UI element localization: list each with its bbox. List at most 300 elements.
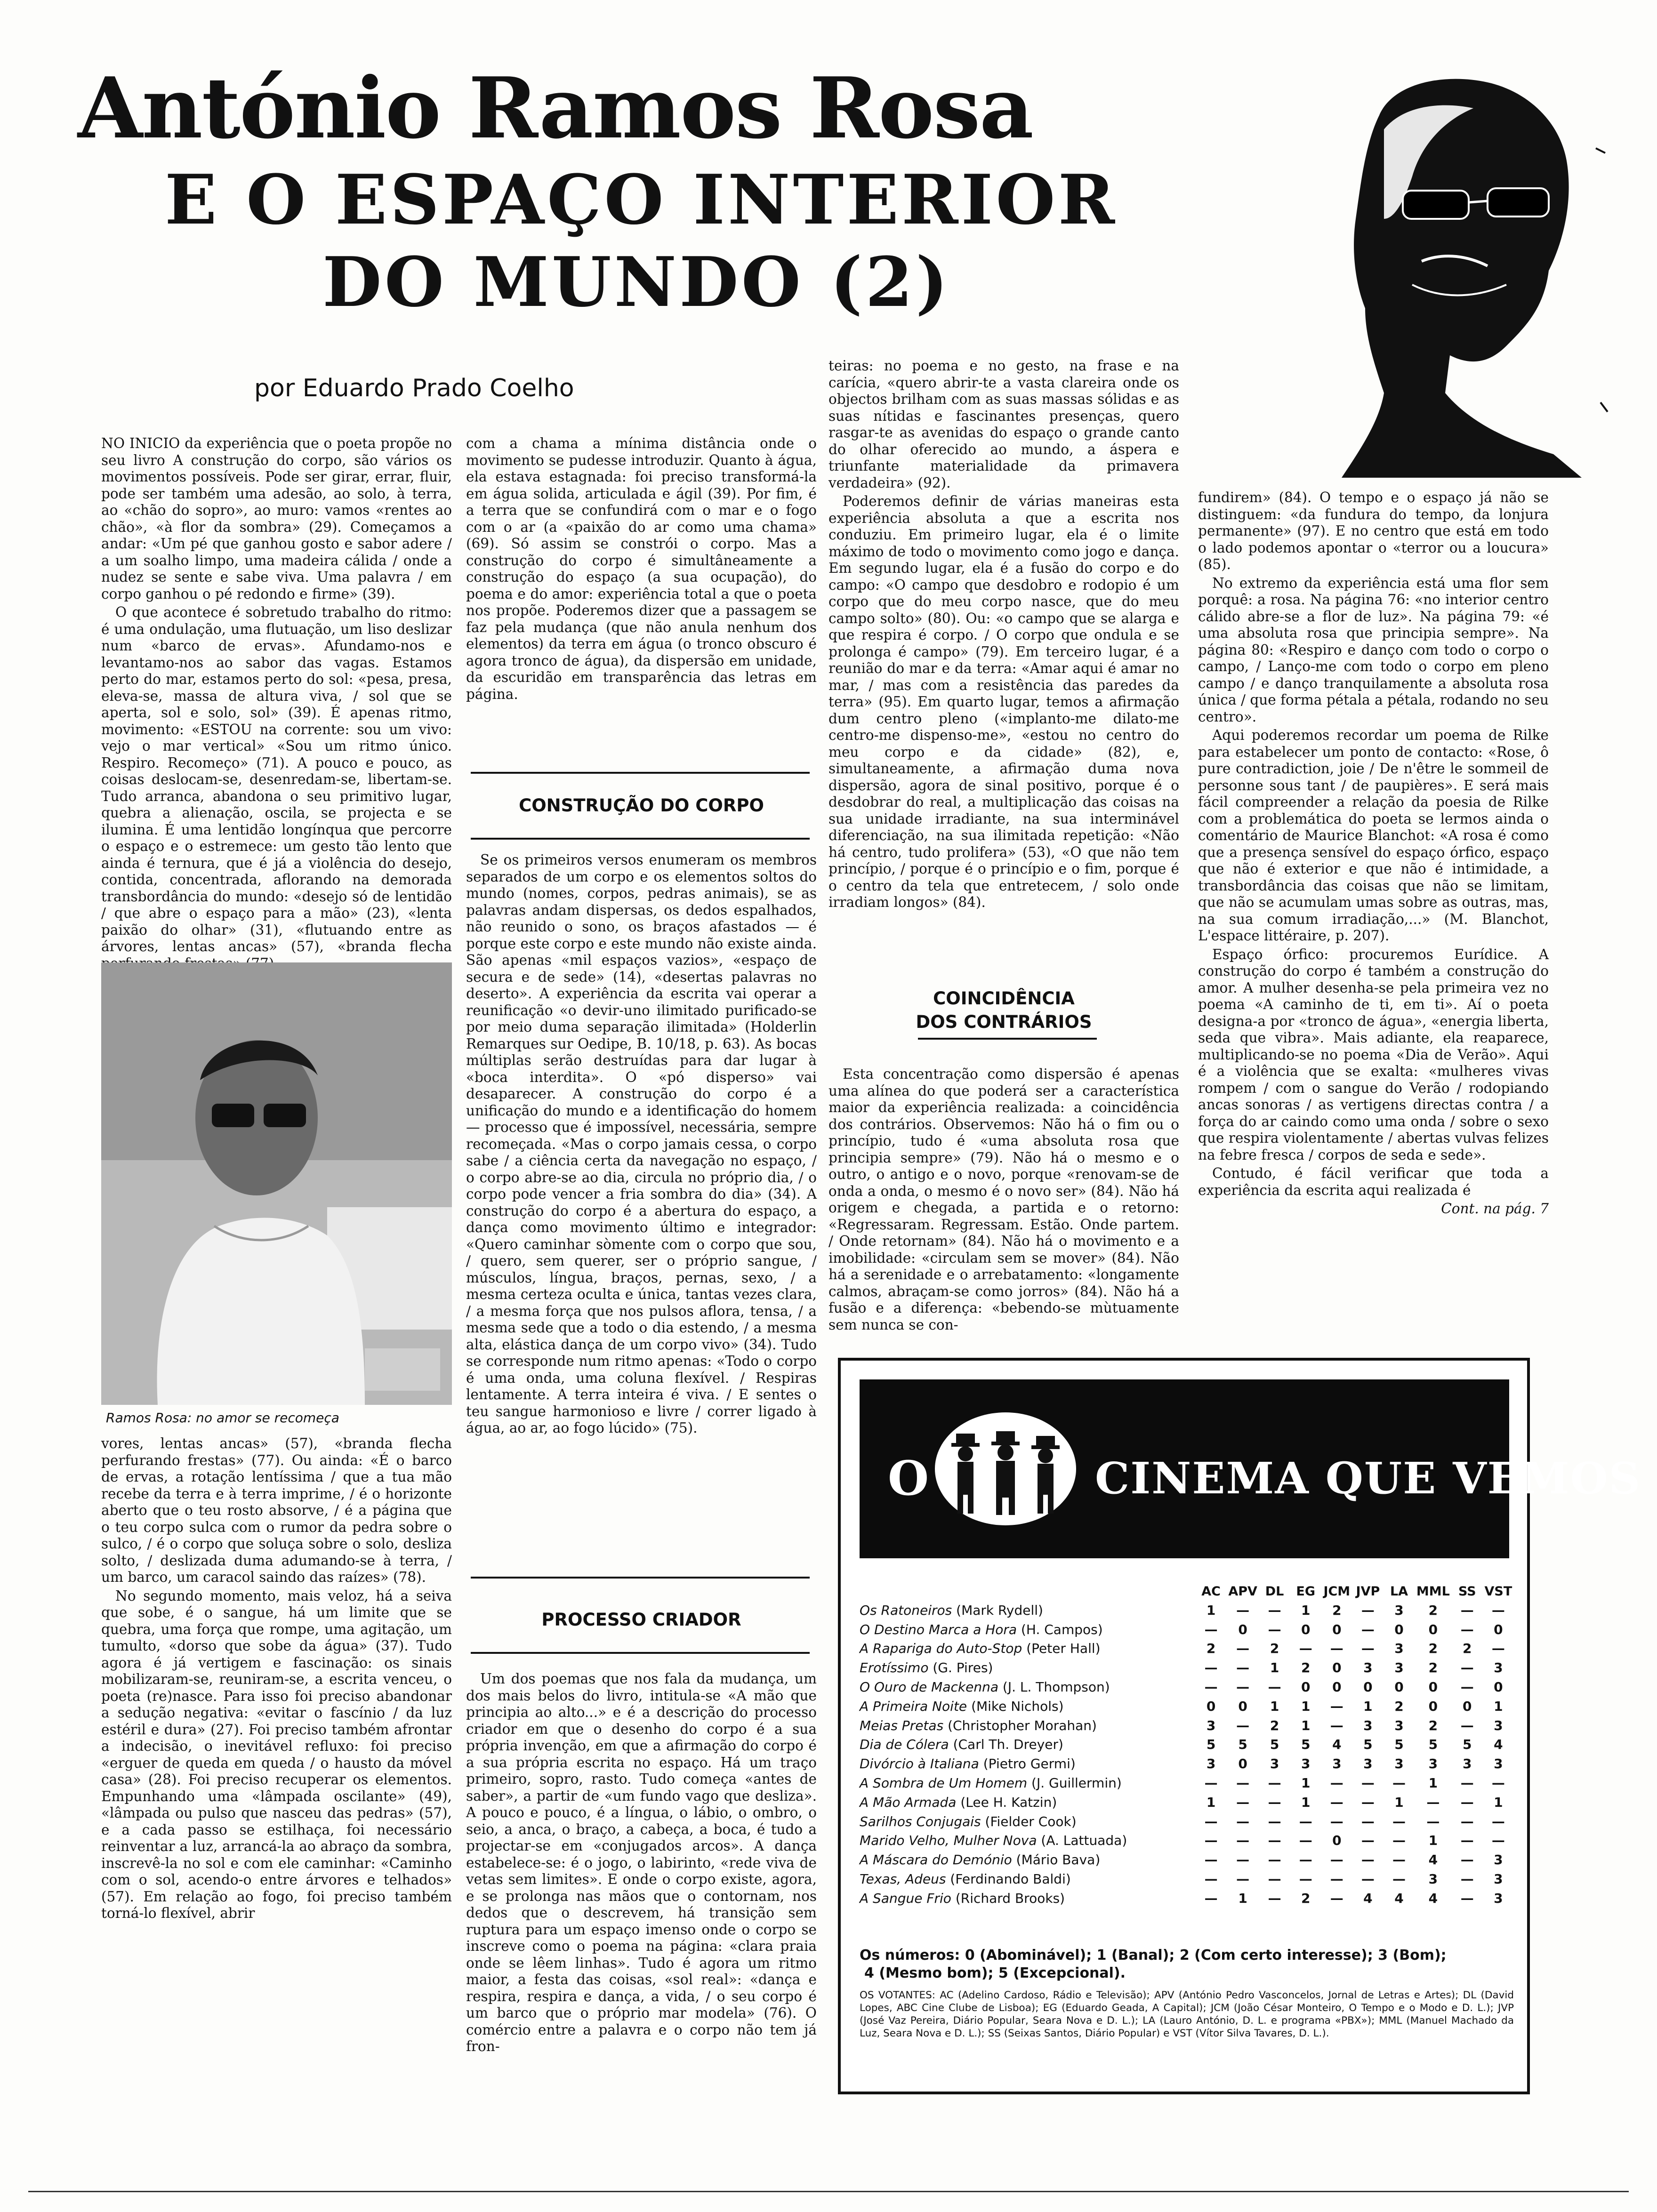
rating-cell: — — [1268, 1890, 1281, 1906]
rating-cell: 5 — [1363, 1737, 1373, 1753]
rating-cell: 5 — [1394, 1737, 1404, 1753]
rating-cell: 0 — [1332, 1621, 1342, 1637]
photo-caption: Ramos Rosa: no amor se recomeça — [106, 1410, 339, 1426]
ratings-row — [860, 1658, 1514, 1677]
rating-cell: 1 — [1301, 1717, 1311, 1733]
rating-cell: 0 — [1463, 1698, 1472, 1714]
ratings-row — [860, 1620, 1514, 1639]
rating-cell: 4 — [1494, 1737, 1503, 1753]
rating-cell: — — [1491, 1602, 1505, 1618]
film-title-spacer — [1017, 1622, 1021, 1637]
rating-cell: — — [1204, 1621, 1218, 1637]
paragraph: NO INICIO da experiência que o poeta propõe no seu livro A construção do corpo, são vários os movimentos possíveis. Pode ser girar, errar, fluir, pode ser também uma adesão, ao solo, à terra, ao «chão do sopro», ao muro: vamos «rentes ao chão», «à flor da sombra» (29). Começamos a andar: «Um pé que ganhou gosto e sabor adere / a um soalho limpo, uma madeira cálida / onde a nudez se sente e sabe viva. Uma palavra / em corpo ganhou o pé redondo e firme» (39). — [101, 435, 452, 602]
cinema-ratings-box — [838, 1358, 1641, 2094]
article-column-3-top — [828, 358, 1179, 965]
film-title: O Ouro de Mackenna — [860, 1679, 998, 1695]
rating-cell: — — [1268, 1813, 1281, 1829]
rating-cell: 1 — [1428, 1775, 1438, 1791]
portrait-drawing — [1224, 64, 1610, 487]
paragraph: Espaço órfico: procuremos Eurídice. A construção do corpo é também a construção do amor. A mulher desenha-se pela primeira vez no poema «A caminho de ti, em ti». Aí o poeta designa-a por «tronco de água», «energia liberta, seda que vibra». Mais adiante, ela reaparece, multiplicando-se no poema «Dia de Verão». Aqui é a violência que se exalta: «mulheres vivas rompem / com o sangue do Verão / rodopiando ancas sonoras / as vertigens directas contra / a força do ar caindo como uma onda / sobre o sexo que respira violentamente / abertas vulvas felizes na febre fresca / corpos de seda e sede». — [1198, 946, 1549, 1163]
rating-cell: — — [1204, 1775, 1218, 1791]
rating-cell: — — [1236, 1833, 1250, 1849]
rating-cell: — — [1236, 1794, 1250, 1810]
film-title: A Rapariga do Auto-Stop — [860, 1641, 1022, 1657]
rating-cell: — — [1460, 1852, 1474, 1868]
rating-cell: — — [1330, 1871, 1343, 1887]
rating-cell: — — [1268, 1602, 1281, 1618]
film-title-spacer — [943, 1718, 948, 1733]
rating-cell: — — [1236, 1871, 1250, 1887]
rating-cell: — — [1460, 1890, 1474, 1906]
cinema-title: CINEMA QUE VEMOS — [1095, 1453, 1641, 1504]
rating-cell: — — [1268, 1679, 1281, 1695]
legend-line: Os números: 0 (Abominável); 1 (Banal); 2 (Com certo interesse); 3 (Bom); — [860, 1947, 1447, 1964]
film-figures-illustration — [930, 1408, 1081, 1530]
headline-line-3: DO MUNDO (2) — [322, 242, 951, 322]
film-director: (Carl Th. Dreyer) — [953, 1737, 1063, 1753]
voter-header: APV — [1228, 1584, 1257, 1599]
rating-cell: 0 — [1494, 1679, 1503, 1695]
rating-cell: — — [1204, 1679, 1218, 1695]
rating-cell: 0 — [1428, 1698, 1438, 1714]
rating-cell: 1 — [1270, 1698, 1279, 1714]
rating-cell: 1 — [1494, 1698, 1503, 1714]
rating-cell: — — [1204, 1852, 1218, 1868]
film-title: A Sangue Frio — [860, 1890, 951, 1906]
film-title-spacer — [949, 1737, 953, 1752]
rating-cell: — — [1236, 1679, 1250, 1695]
film-cell — [860, 1601, 1196, 1620]
film-director: (Mário Bava) — [1016, 1852, 1101, 1868]
rating-cell: 3 — [1494, 1890, 1503, 1906]
rating-cell: — — [1460, 1813, 1474, 1829]
rating-cell: 3 — [1363, 1756, 1373, 1772]
rating-cell: 1 — [1363, 1698, 1373, 1714]
rating-cell: 0 — [1332, 1660, 1342, 1676]
section-rule — [471, 1577, 810, 1579]
rating-cell: — — [1268, 1852, 1281, 1868]
rating-cell: — — [1460, 1660, 1474, 1676]
rating-cell: — — [1361, 1641, 1375, 1657]
rating-cell: 3 — [1494, 1756, 1503, 1772]
rating-cell: — — [1268, 1833, 1281, 1849]
film-director: (Richard Brooks) — [955, 1890, 1065, 1906]
rating-cell: 2 — [1463, 1641, 1472, 1657]
rating-cell: 1 — [1238, 1890, 1247, 1906]
article-column-1-bottom — [101, 1435, 452, 2170]
rating-cell: — — [1236, 1852, 1250, 1868]
rating-cell: 3 — [1428, 1871, 1438, 1887]
film-cell — [860, 1773, 1196, 1793]
film-title: A Mão Armada — [860, 1794, 957, 1810]
film-title: Sarilhos Conjugais — [860, 1813, 981, 1829]
ratings-row — [860, 1850, 1514, 1869]
voter-header: VST — [1484, 1584, 1512, 1599]
rating-cell: 0 — [1301, 1679, 1311, 1695]
film-cell — [860, 1716, 1196, 1735]
voters-list: OS VOTANTES: AC (Adelino Cardoso, Rádio e Televisão); APV (António Pedro Vasconcelos, Jornal de Letras e Artes); DL (David Lopes, ABC Cine Clube de Lisboa); EG (Eduardo Geada, A Capital); JCM (João César Monteiro, O Tempo e o Modo e D. L.); JVP (José Vaz Pereira, Diário Popular, Seara Nova e D. L.); LA (Lauro António, D. L. e programa «PBX»); MML (Manuel Machado da Luz, Seara Nova e D. L.); SS (Seixas Santos, Diário Popular) e VST (Vítor Silva Tavares, D. L.). — [860, 1989, 1514, 2039]
rating-cell: 3 — [1394, 1641, 1404, 1657]
article-column-2-top — [466, 435, 817, 765]
rating-cell: 3 — [1394, 1717, 1404, 1733]
voter-header: LA — [1390, 1584, 1408, 1599]
film-title-spacer — [1022, 1641, 1026, 1656]
paragraph: Esta concentração como dispersão é apenas uma alínea do que poderá ser a característica maior da experiência realizada: a coincidência dos contrários. Observemos: Não há o fim ou o princípio, tudo é «uma absoluta rosa que principia sempre» (79). Não há o mesmo e o outro, o antigo e o novo, porque «renovam-se de onda a onda, o mesmo é o novo ser» (84). Não há origem e chegada, a partida e o retorno: «Regressaram. Regressam. Estão. Onde partem. / Onde retornam» (84). Não há o movimento e a imobilidade: «circulam sem se mover» (84). Não há a serenidade e o arrebatamento: «longamente calmos, abraçam-se como jorros» (84). Não há a fusão e a diferença: «bebendo-se mùtuamente sem nunca se con- — [828, 1066, 1179, 1333]
rating-cell: 0 — [1394, 1621, 1404, 1637]
rating-cell: 0 — [1206, 1698, 1216, 1714]
rating-cell: — — [1299, 1852, 1312, 1868]
paragraph: vores, lentas ancas» (57), «branda flecha perfurando frestas» (77). Ou ainda: «É o barco de ervas, a rotação lentíssima / que a tua mão recebe da terra e à terra imprime, / é o horizonte aberto que o teu rosto absorve, / é a página que o teu corpo sulca com o rumor da pedra sobre o sulco, / é o corpo que soluça sobre o solo, desliza solto, / deslizada duma adumando-se à terra, / um barco, um caracol saindo das raízes» (78). — [101, 1435, 452, 1585]
paragraph: Um dos poemas que nos fala da mudança, um dos mais belos do livro, intitula-se «A mão que principia ao alto...» e é a descrição do processo criador em que o desenho do corpo é a sua própria invenção, em que a afirmação do corpo é a sua própria escrita no espaço. Há um traço primeiro, sopro, rasto. Tudo começa «antes de saber», a partir de «um fundo vago que desliza». A pouco e pouco, é a língua, o lábio, o ombro, o seio, a anca, o braço, a cabeça, a boca, é tudo a projectar-se em «conjugados arcos». A dança estabelece-se: é o jogo, o labirinto, «rede viva de vetas sem limites». E onde o corpo existe, agora, e se prolonga nas mãos que o contornam, nos dedos que o descrevem, há transição sem ruptura para um espaço imenso onde o corpo se inscreve como o poema na página: «clara praia onde se lêem linhas». Tudo é agora um ritmo maior, a festa das coisas, «sol real»: «dança e respira, respira e dança, a vida, / o seu corpo é um barco que o próprio mar modela» (76). O comércio entre a palavra e o corpo não tem já fron- — [466, 1671, 817, 2054]
rating-cell: — — [1392, 1871, 1406, 1887]
film-director: (Fielder Cook) — [985, 1813, 1077, 1829]
paragraph: No extremo da experiência está uma flor sem porquê: a rosa. Na página 76: «no interior centro cálido abre-se a flor de luz». Na página 79: «é uma absoluta rosa que principia sempre». Na página 80: «Respiro e danço com todo o corpo o campo, / Lanço-me com todo o corpo em pleno campo / e danço tranquilamente a absoluta rosa única / que forma pétala a pétala, rodando no seu centro». — [1198, 575, 1549, 725]
film-director: (Mike Nichols) — [971, 1698, 1064, 1714]
film-cell — [860, 1831, 1196, 1851]
rating-cell: — — [1268, 1794, 1281, 1810]
voter-header: SS — [1458, 1584, 1476, 1599]
rating-cell: 3 — [1363, 1717, 1373, 1733]
film-title: A Máscara do Demónio — [860, 1852, 1012, 1868]
voter-header: JCM — [1323, 1584, 1351, 1599]
rating-cell: 1 — [1301, 1775, 1311, 1791]
continued-note: Cont. na pág. 7 — [1441, 1201, 1549, 1217]
ratings-row — [860, 1677, 1514, 1697]
rating-cell: 0 — [1332, 1679, 1342, 1695]
rating-cell: — — [1236, 1641, 1250, 1657]
rating-cell: 3 — [1206, 1756, 1216, 1772]
rating-cell: — — [1330, 1641, 1343, 1657]
rating-cell: — — [1361, 1833, 1375, 1849]
film-cell — [860, 1869, 1196, 1889]
rating-cell: — — [1330, 1813, 1343, 1829]
ratings-row — [860, 1639, 1514, 1659]
rating-cell: 5 — [1463, 1737, 1472, 1753]
film-column-header — [860, 1582, 1196, 1601]
rating-cell: 3 — [1463, 1756, 1472, 1772]
film-title-spacer — [951, 1891, 956, 1906]
rating-cell: — — [1204, 1833, 1218, 1849]
film-director: (Peter Hall) — [1026, 1641, 1101, 1657]
ratings-table — [860, 1582, 1514, 1908]
rating-cell: 4 — [1428, 1852, 1438, 1868]
ratings-body — [860, 1601, 1514, 1908]
rating-cell: 0 — [1301, 1621, 1311, 1637]
voter-header: DL — [1265, 1584, 1284, 1599]
rating-cell: — — [1268, 1871, 1281, 1887]
rating-cell: — — [1330, 1698, 1343, 1714]
rating-cell: 1 — [1394, 1794, 1404, 1810]
rating-cell: — — [1330, 1717, 1343, 1733]
paragraph: teiras: no poema e no gesto, na frase e na carícia, «quero abrir-te a vasta clareira onde os objectos brilham com as suas massas sólidas e as suas nítidas e fascinantes presenças, quero rasgar-te as avenidas do espaço o grande canto do olhar oferecido ao mundo, a áspera e triunfante materialidade da primavera verdadeira» (92). — [828, 358, 1179, 491]
rating-cell: — — [1330, 1852, 1343, 1868]
film-title-spacer — [998, 1679, 1003, 1695]
rating-cell: 0 — [1238, 1621, 1247, 1637]
rating-cell: 3 — [1270, 1756, 1279, 1772]
ratings-row — [860, 1601, 1514, 1620]
rating-cell: — — [1330, 1794, 1343, 1810]
film-director: (G. Pires) — [933, 1660, 993, 1676]
rating-cell: 1 — [1494, 1794, 1503, 1810]
rating-cell: 5 — [1270, 1737, 1279, 1753]
rating-cell: — — [1460, 1679, 1474, 1695]
ratings-row — [860, 1889, 1514, 1908]
article-column-2-bottom — [466, 1671, 817, 2170]
rating-cell: 2 — [1428, 1717, 1438, 1733]
film-cell — [860, 1812, 1196, 1831]
ratings-row — [860, 1869, 1514, 1889]
film-director: (Pietro Germi) — [983, 1756, 1076, 1772]
film-cell — [860, 1677, 1196, 1697]
paragraph: com a chama a mínima distância onde o movimento se pudesse introduzir. Quanto à água, ela estava estagnada: foi preciso transformá-la em água solida, articulada e ágil (39). Por fim, é a terra que se confundirá com o mar e o fogo com o ar (a «paixão do ar como uma chama» (69). Só assim se constrói o corpo. Mas a construção do corpo é simultâneamente a construção do espaço (a sua ocupação), do poema e do amor: experiência total a que o poeta nos propõe. Poderemos dizer que a passagem se faz pela mudança (que não anula nenhum dos elementos) da terra em água (o tronco obscuro é agora tronco de água), da dispersão em unidade, da escuridão em transparência das letras em página. — [466, 435, 817, 702]
rating-cell: — — [1460, 1602, 1474, 1618]
paragraph: Aqui poderemos recordar um poema de Rilke para estabelecer um ponto de contacto: «Rose, ô pure contradiction, joie / De n'être le sommeil de personne sous tant / de paupières». E será mais fácil compreender a relação da poesia de Rilke com a problemática do poeta se lermos ainda o comentário de Maurice Blanchot: «A rosa é como que a presença sensível do espaço órfico, espaço que não é exterior e que não é intimidade, a transbordância das coisas que não se limitam, que não se acumulam umas sobre as outras, mas, na sua comum irradiação,...» (M. Blanchot, L'espace littéraire, p. 207). — [1198, 727, 1549, 944]
rating-cell: — — [1392, 1833, 1406, 1849]
article-column-3-bottom — [828, 1066, 1179, 1344]
ratings-legend — [860, 1947, 1514, 1982]
rating-cell: 1 — [1206, 1602, 1216, 1618]
article-column-1-top — [101, 435, 452, 958]
film-director: (A. Lattuada) — [1041, 1833, 1127, 1849]
rating-cell: 2 — [1270, 1717, 1279, 1733]
rating-cell: 1 — [1301, 1698, 1311, 1714]
film-title: Dia de Cólera — [860, 1737, 949, 1753]
rating-cell: 0 — [1428, 1621, 1438, 1637]
film-title-spacer — [981, 1814, 985, 1829]
rating-cell: — — [1392, 1813, 1406, 1829]
rating-cell: — — [1236, 1813, 1250, 1829]
paragraph: Se os primeiros versos enumeram os membros separados de um corpo e os elementos soltos do mundo (nomes, corpos, pedras animais), se as palavras andam dispersas, os dedos espalhados, não reunido o sono, os braços afastados — é porque este corpo e este mundo não existe ainda. São apenas «mil espaços vazios», «espaço de secura e de sede» (14), «desertas palavras no deserto». A experiência da escrita vai operar a reunificação «o devir-uno ilimitado purificado-se por meio duma separação ilimitada» (Holderlin Remarques sur Oedipe, B. 10/18, p. 63). As bocas múltiplas serão destruídas para dar lugar à «boca interdita». O «pó disperso» vai desaparecer. A construção do corpo é a unificação do mundo e a identificação do homem — processo que é impossível, necessária, sempre recomeçada. «Mas o corpo jamais cessa, o corpo sabe / a ciência certa da navegação no espaço, / o corpo abre-se ao dia, circula no próprio dia, / o corpo pode vencer a fria sombra do dia» (34). A construção do corpo é a abertura do espaço, a dança como movimento último e integrador: «Quero caminhar sòmente com o corpo que sou, / quero, sem querer, ser o próprio sangue, / músculos, língua, braços, pernas, sexo, / a mesma certeza oculta e única, tantas vezes clara, / a mesma força que nos pulsos aflora, tensa, / a mesma sede que a todo o dia estendo, / a mesma alta, elástica dança de um corpo vivo» (34). Tudo se corresponde num ritmo apenas: «Todo o corpo é uma onda, uma coluna flexível. / Respiras lentamente. A terra inteira é viva. / E sentes o teu sangue harmonioso e livre / correr ligado à água, ao ar, ao fogo lúcido» (75). — [466, 852, 817, 1436]
film-director: (J. L. Thompson) — [1002, 1679, 1110, 1695]
rating-cell: 1 — [1206, 1794, 1216, 1810]
film-cell — [860, 1697, 1196, 1716]
cinema-banner — [860, 1379, 1641, 1558]
film-title: Os Ratoneiros — [860, 1602, 952, 1618]
rating-cell: — — [1460, 1775, 1474, 1791]
rating-cell: — — [1268, 1621, 1281, 1637]
rating-cell: 0 — [1238, 1756, 1247, 1772]
rating-cell: 0 — [1363, 1679, 1373, 1695]
paragraph: Poderemos definir de várias maneiras esta experiência absoluta a que a escrita nos conduziu. Em primeiro lugar, ela é o limite máximo de todo o movimento como jogo e dança. Em segundo lugar, ela é a fusão do corpo e do campo: «O campo que desdobro e rodopio é um corpo que do meu corpo nasce, que do meu campo solto» (80). Ou: «o campo que se alarga e que respira é corpo. / O corpo que ondula e se prolonga é campo» (79). Em terceiro lugar, é a reunião do mar e da terra: «Amar aqui é amar no mar, / mas com a resistência das paredes da terra» (95). Em quarto lugar, temos a afirmação dum centro pleno («implanto-me dilato-me centro-me dispenso-me», «estou no centro do meu corpo e da cidade» (82), e, simultaneamente, a afirmação duma nova dispersão, agora de sinal positivo, porque é o desdobrar do real, a multiplicação das coisas na sua unidade irradiante, na sua interminável diferenciação, na sua ilimitada repetição: «Não há centro, tudo prolifera» (53), «O que não tem princípio, / porque é o princípio e o fim, porque é o centro da tela que entretecem, / solo onde irradiam longos» (84). — [828, 493, 1179, 910]
rating-cell: 4 — [1394, 1890, 1404, 1906]
cinema-banner-letter: O — [888, 1451, 929, 1506]
film-cell — [860, 1850, 1196, 1869]
rating-cell: — — [1460, 1717, 1474, 1733]
film-title: O Destino Marca a Hora — [860, 1621, 1017, 1637]
film-title-spacer — [967, 1699, 971, 1714]
film-title: Divórcio à Italiana — [860, 1756, 979, 1772]
rating-cell: 2 — [1428, 1660, 1438, 1676]
ratings-row — [860, 1773, 1514, 1793]
voter-header: EG — [1296, 1584, 1315, 1599]
film-director: (Christopher Morahan) — [948, 1717, 1097, 1733]
rating-cell: — — [1236, 1775, 1250, 1791]
rating-cell: 2 — [1332, 1602, 1342, 1618]
rating-cell: — — [1361, 1621, 1375, 1637]
rating-cell: — — [1361, 1775, 1375, 1791]
paragraph: Contudo, é fácil verificar que toda a experiência da escrita aqui realizada é — [1198, 1165, 1549, 1198]
rating-cell: — — [1491, 1775, 1505, 1791]
rating-cell: 3 — [1332, 1756, 1342, 1772]
film-cell — [860, 1658, 1196, 1677]
film-title: Texas, Adeus — [860, 1871, 946, 1887]
film-director: (Ferdinando Baldi) — [950, 1871, 1071, 1887]
rating-cell: — — [1460, 1833, 1474, 1849]
rating-cell: — — [1426, 1813, 1440, 1829]
voter-header: MML — [1416, 1584, 1450, 1599]
rating-cell: 4 — [1428, 1890, 1438, 1906]
subhead-construcao-do-corpo: CONSTRUÇÃO DO CORPO — [519, 795, 764, 816]
rating-cell: 1 — [1301, 1794, 1311, 1810]
rating-cell: 5 — [1206, 1737, 1216, 1753]
film-title-spacer — [956, 1795, 960, 1810]
subhead-coincidencia-line-2: DOS CONTRÁRIOS — [916, 1012, 1092, 1032]
paragraph: O que acontece é sobretudo trabalho do ritmo: é uma ondulação, uma flutuação, um liso deslizar num «barco de ervas». Afundamo-nos e levantamo-nos ao sabor das vagas. Estamos perto do mar, estamos perto do sol: «pesa, presa, eleva-se, massa de altura viva, / sol que se aperta, sol e solo, sol» (39). É apenas ritmo, movimento: «ESTOU na corrente: sou um vivo: vejo o mar vertical» «Sou um ritmo único. Respiro. Recomeço» (71). A pouco e pouco, as coisas deslocam-se, desenredam-se, libertam-se. Tudo arranca, abandona o seu primitivo lugar, quebra a alienação, oscila, se projecta e se ilumina. É uma lentidão longínqua que percorre o espaço e o estremece: um gesto tão lento que ainda é ternura, que é já a violência do desejo, contida, concentrada, aflorando na demorada transbordância do mundo: «desejo só de lentidão / que abre o espaço para a mão» (23), «lenta paixão do olhar» (31), «flutuando entre as árvores, lentas ancas» (57), «branda flecha — [101, 604, 452, 954]
film-cell — [860, 1639, 1196, 1659]
film-cell — [860, 1754, 1196, 1773]
rating-cell: — — [1204, 1813, 1218, 1829]
article-column-4 — [1198, 489, 1549, 1332]
rating-cell: 2 — [1301, 1890, 1311, 1906]
rating-cell: 4 — [1332, 1737, 1342, 1753]
rating-cell: 2 — [1428, 1641, 1438, 1657]
rating-cell: — — [1299, 1641, 1312, 1657]
rating-cell: 5 — [1301, 1737, 1311, 1753]
ratings-row — [860, 1697, 1514, 1716]
film-director: (Lee H. Katzin) — [960, 1794, 1057, 1810]
rating-cell: — — [1392, 1775, 1406, 1791]
ratings-row — [860, 1793, 1514, 1812]
rating-cell: 2 — [1270, 1641, 1279, 1657]
page-bottom-rule — [28, 2191, 1629, 2192]
ratings-header-row — [860, 1582, 1514, 1601]
ratings-row — [860, 1831, 1514, 1851]
film-director: (J. Guillermin) — [1031, 1775, 1122, 1791]
voter-header: JVP — [1356, 1584, 1380, 1599]
rating-cell: 3 — [1494, 1871, 1503, 1887]
rating-cell: 3 — [1494, 1660, 1503, 1676]
rating-cell: 3 — [1428, 1756, 1438, 1772]
rating-cell: 3 — [1301, 1756, 1311, 1772]
ratings-row — [860, 1812, 1514, 1831]
rating-cell: — — [1330, 1890, 1343, 1906]
rating-cell: — — [1299, 1813, 1312, 1829]
rating-cell: 2 — [1206, 1641, 1216, 1657]
rating-cell: 0 — [1394, 1679, 1404, 1695]
rating-cell: 1 — [1428, 1833, 1438, 1849]
rating-cell: — — [1204, 1871, 1218, 1887]
rating-cell: — — [1268, 1775, 1281, 1791]
rating-cell: 1 — [1270, 1660, 1279, 1676]
rating-cell: 5 — [1238, 1737, 1247, 1753]
film-cell — [860, 1735, 1196, 1755]
rating-cell: — — [1426, 1794, 1440, 1810]
author-photo — [101, 962, 452, 1405]
voter-header: AC — [1201, 1584, 1221, 1599]
film-cell — [860, 1793, 1196, 1812]
rating-cell: 3 — [1206, 1717, 1216, 1733]
ratings-row — [860, 1754, 1514, 1773]
film-director: (Mark Rydell) — [956, 1602, 1043, 1618]
rating-cell: — — [1491, 1641, 1505, 1657]
section-rule — [471, 772, 810, 774]
rating-cell: 0 — [1238, 1698, 1247, 1714]
byline: por Eduardo Prado Coelho — [254, 374, 574, 402]
rating-cell: — — [1299, 1833, 1312, 1849]
rating-cell: — — [1460, 1871, 1474, 1887]
rating-cell: 3 — [1494, 1717, 1503, 1733]
section-rule — [471, 1652, 810, 1654]
rating-cell: — — [1236, 1717, 1250, 1733]
rating-cell: — — [1361, 1602, 1375, 1618]
film-title-spacer — [1012, 1852, 1016, 1867]
rating-cell: — — [1330, 1775, 1343, 1791]
rating-cell: 1 — [1301, 1602, 1311, 1618]
film-title-spacer — [952, 1603, 956, 1618]
film-title: Erotíssimo — [860, 1660, 929, 1676]
rating-cell: — — [1460, 1794, 1474, 1810]
film-title: A Sombra de Um Homem — [860, 1775, 1028, 1791]
rating-cell: 0 — [1428, 1679, 1438, 1695]
rating-cell: — — [1361, 1813, 1375, 1829]
film-title: Meias Pretas — [860, 1717, 944, 1733]
film-cell — [860, 1889, 1196, 1908]
rating-cell: 0 — [1494, 1621, 1503, 1637]
paragraph: fundirem» (84). O tempo e o espaço já não se distinguem: «da fundura do tempo, da lonjura permanente» (97). E no centro que está em todo o lado podemos apontar o «terror ou a loucura» (85). — [1198, 489, 1549, 572]
film-title-spacer — [1027, 1775, 1031, 1791]
rating-cell: 4 — [1363, 1890, 1373, 1906]
rating-cell: — — [1236, 1660, 1250, 1676]
article-column-2-mid — [466, 852, 817, 1586]
subhead-processo-criador: PROCESSO CRIADOR — [541, 1610, 741, 1630]
rating-cell: 5 — [1428, 1737, 1438, 1753]
ratings-row — [860, 1735, 1514, 1755]
rating-cell: — — [1491, 1813, 1505, 1829]
film-cell — [860, 1620, 1196, 1639]
paragraph: No segundo momento, mais veloz, há a seiva que sobe, é o sangue, há um limite que se quebra, uma força que rompe, uma agitação, um tumulto, «dorso que sobe da água» (37). Tudo agora é já vertigem e fascinação: os sinais mobilizaram-se, reuniram-se, a escrita venceu, o poeta (re)nasce. Para isso foi preciso abandonar a sedução negativa: «evitar o fascínio / da luz estéril e dura» (27). Foi preciso também afrontar a indecisão, o inevitável refluxo: foi preciso «erguer de queda em queda / o hausto da móvel casa» (28). Foi preciso recuperar os elementos. Empunhando uma «lâmpada oscilante» (49), «lâmpada ou pulso que nasceu das pedras» (57), e a cada passo se estilhaça, foi necessário reinventar a luz, arrancá-la ao abraço da sombra, inscrevê-la no sol e com ele caminhar: «Caminho com o sol, acendo-o entre árvores e telhados» (57). Em relação ao fogo, foi preciso também torná-lo flexível, abrir — [101, 1587, 452, 1921]
rating-cell: 3 — [1494, 1852, 1503, 1868]
headline-line-2: E O ESPAÇO INTERIOR — [165, 160, 1118, 240]
rating-cell: 2 — [1428, 1602, 1438, 1618]
legend-line: 4 (Mesmo bom); 5 (Excepcional). — [864, 1965, 1126, 1981]
rating-cell: — — [1361, 1852, 1375, 1868]
rating-cell: — — [1204, 1890, 1218, 1906]
rating-cell: — — [1460, 1621, 1474, 1637]
film-title: A Primeira Noite — [860, 1698, 967, 1714]
rating-cell: — — [1392, 1852, 1406, 1868]
rating-cell: — — [1491, 1833, 1505, 1849]
film-director: (H. Campos) — [1021, 1621, 1103, 1637]
rating-cell: — — [1236, 1602, 1250, 1618]
film-title-spacer — [979, 1756, 983, 1771]
rating-cell: 3 — [1394, 1756, 1404, 1772]
film-title: Marido Velho, Mulher Nova — [860, 1833, 1037, 1849]
ratings-row — [860, 1716, 1514, 1735]
rating-cell: 2 — [1394, 1698, 1404, 1714]
rating-cell: 2 — [1301, 1660, 1311, 1676]
rating-cell: 0 — [1332, 1833, 1342, 1849]
rating-cell: 3 — [1394, 1602, 1404, 1618]
rating-cell: — — [1361, 1794, 1375, 1810]
headline-line-1: António Ramos Rosa — [78, 59, 1033, 157]
rating-cell: 3 — [1363, 1660, 1373, 1676]
section-rule — [471, 838, 810, 840]
rating-cell: — — [1204, 1660, 1218, 1676]
section-rule — [918, 1038, 1097, 1040]
rating-cell: 3 — [1394, 1660, 1404, 1676]
rating-cell: — — [1361, 1871, 1375, 1887]
subhead-coincidencia-line-1: COINCIDÊNCIA — [933, 988, 1075, 1009]
